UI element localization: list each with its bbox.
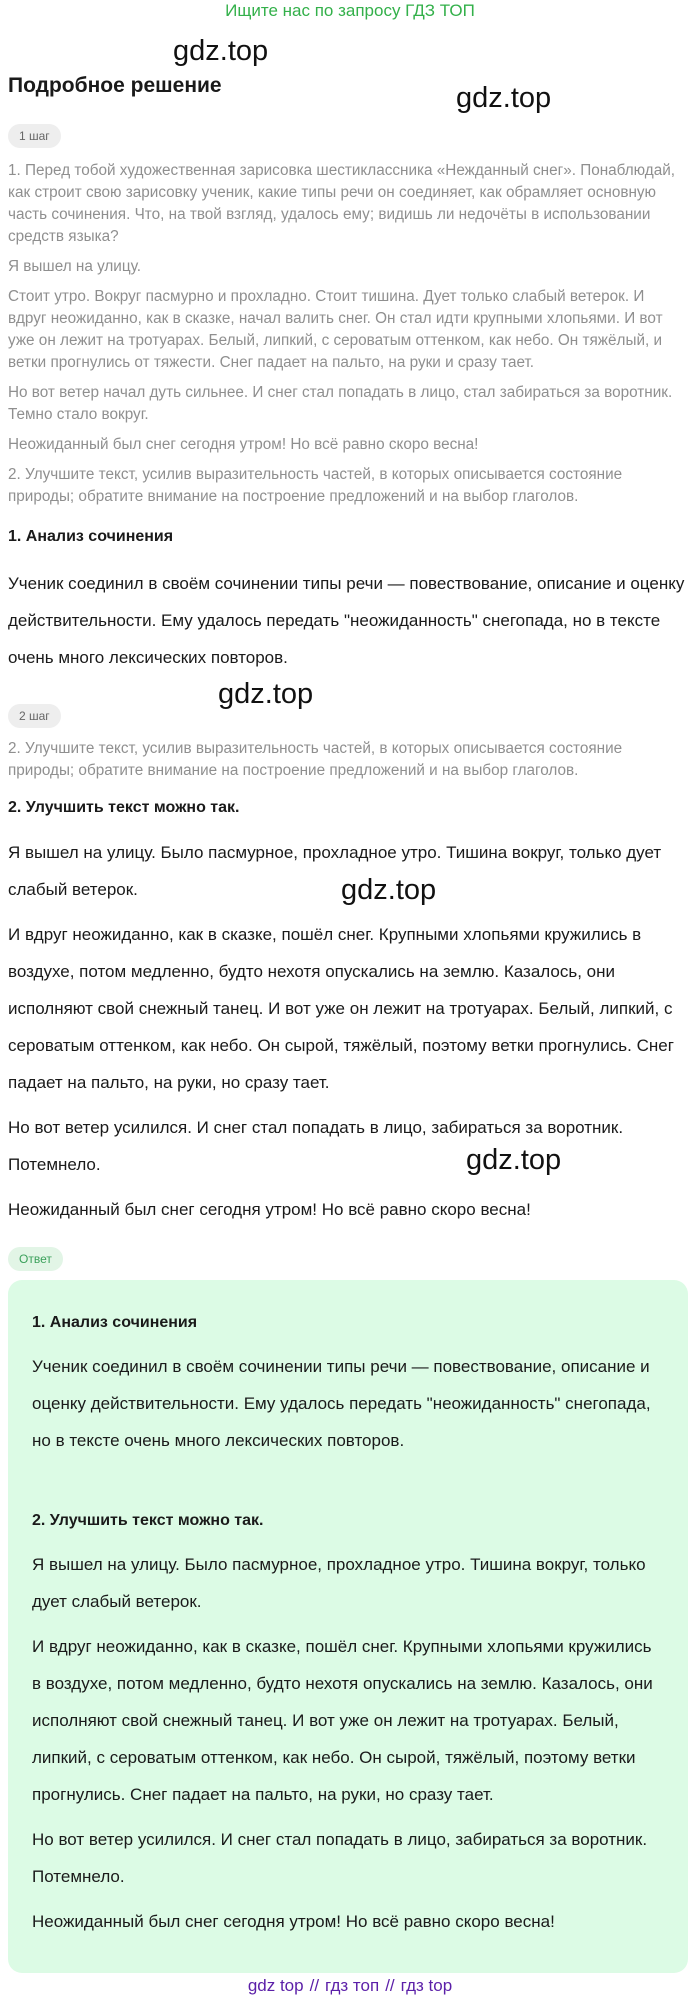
footer-link[interactable]: gdz top [247, 1976, 304, 1995]
watermark: gdz.top [456, 82, 552, 114]
watermark: gdz.top [466, 1144, 562, 1176]
task-paragraph: 2. Улучшите текст, усилив выразительность частей, в которых описывается состояние природы; обратите внимание на построение предложений и на выбор глаголов. [8, 466, 623, 505]
task-paragraph: 1. Перед тобой художественная зарисовка шестиклассника «Нежданный снег». Понаблюдай, как строит свою зарисовку ученик, какие типы речи он соединяет, как обрамляет основную часть сочинения. Что, на твой взгляд, удалось ему; видишь ли недочёты в использовании средств языка? [8, 162, 676, 245]
text-paragraph: Но вот ветер усилился. И снег стал попадать в лицо, забираться за воротник. Потемнело. [32, 1830, 648, 1886]
text-paragraph: Неожиданный был снег сегодня утром! Но всё равно скоро весна! [8, 1200, 531, 1219]
text-paragraph: Я вышел на улицу. Было пасмурное, прохладное утро. Тишина вокруг, только дует слабый ветерок. [32, 1555, 646, 1611]
answer-analysis-text: Ученик соединил в своём сочинении типы речи — повествование, описание и оценку действительности. Ему удалось передать "неожиданность" снегопада, но в тексте очень много лексических повторов. [32, 1357, 651, 1450]
task-paragraph: Стоит утро. Вокруг пасмурно и прохладно. Стоит тишина. Дует только слабый ветерок. И вдруг неожиданно, как в сказке, начал валить снег. Он стал идти крупными хлопьями. И вот уже он лежит на тротуарах. Белый, липкий, с сероватым оттенком, как небо. Он тяжёлый, и ветки прогнулись от тяжести. Снег падает на пальто, на руки и сразу тает. [8, 288, 663, 371]
footer-link[interactable]: гдз топ [325, 1976, 380, 1995]
improved-text [8, 834, 688, 1228]
analysis-text: Ученик соединил в своём сочинении типы речи — повествование, описание и оценку действительности. Ему удалось передать "неожиданность" снегопада, но в тексте очень много лексических повторов. [8, 574, 685, 667]
search-hint-link[interactable]: Ищите нас по запросу ГДЗ ТОП [225, 1, 475, 20]
watermark: gdz.top [341, 874, 437, 906]
footer-link[interactable]: гдз top [400, 1976, 453, 1995]
footer-separator: // [385, 1976, 395, 1995]
task-paragraph: Неожиданный был снег сегодня утром! Но всё равно скоро весна! [8, 436, 479, 453]
task-paragraph: 2. Улучшите текст, усилив выразительность частей, в которых описывается состояние природы; обратите внимание на построение предложений и на выбор глаголов. [8, 740, 623, 779]
text-paragraph: Я вышел на улицу. Было пасмурное, прохладное утро. Тишина вокруг, только дует слабый ветерок. [8, 843, 662, 899]
footer-links [0, 1973, 700, 1999]
answer-badge: Ответ [8, 1247, 63, 1271]
answer-heading: 1. Анализ сочинения [32, 1314, 198, 1331]
answer-heading: 2. Улучшить текст можно так. [32, 1512, 264, 1529]
text-paragraph: И вдруг неожиданно, как в сказке, пошёл снег. Крупными хлопьями кружились в воздухе, потом медленно, будто нехотя опускались на землю. Казалось, они исполняют свой снежный танец. И вот уже он лежит на тротуарах. Белый, липкий, с сероватым оттенком, как небо. Он сырой, тяжёлый, поэтому ветки прогнулись. Снег падает на пальто, на руки, но сразу тает. [32, 1637, 653, 1804]
watermark: gdz.top [173, 35, 269, 67]
step-badge: 2 шаг [8, 704, 61, 728]
footer-separator: // [309, 1976, 320, 1995]
page-title: Подробное решение [8, 74, 222, 97]
task-text [8, 738, 684, 782]
text-paragraph: Неожиданный был снег сегодня утром! Но всё равно скоро весна! [32, 1912, 555, 1931]
section-heading: 1. Анализ сочинения [8, 528, 174, 545]
watermark: gdz.top [218, 678, 314, 710]
text-paragraph: И вдруг неожиданно, как в сказке, пошёл снег. Крупными хлопьями кружились в воздухе, потом медленно, будто нехотя опускались на землю. Казалось, они исполняют свой снежный танец. И вот уже он лежит на тротуарах. Белый, липкий, с сероватым оттенком, как небо. Он сырой, тяжёлый, поэтому ветки прогнулись. Снег падает на пальто, на руки, но сразу тает. [8, 925, 674, 1092]
task-paragraph: Но вот ветер начал дуть сильнее. И снег стал попадать в лицо, стал забираться за воротник. Темно стало вокруг. [8, 384, 673, 423]
text-paragraph: Но вот ветер усилился. И снег стал попадать в лицо, забираться за воротник. Потемнело. [8, 1118, 624, 1174]
section-heading: 2. Улучшить текст можно так. [8, 799, 240, 816]
answer-improved-text [32, 1546, 662, 1940]
task-text [8, 160, 684, 508]
task-paragraph: Я вышел на улицу. [8, 258, 141, 275]
step-badge: 1 шаг [8, 124, 61, 148]
